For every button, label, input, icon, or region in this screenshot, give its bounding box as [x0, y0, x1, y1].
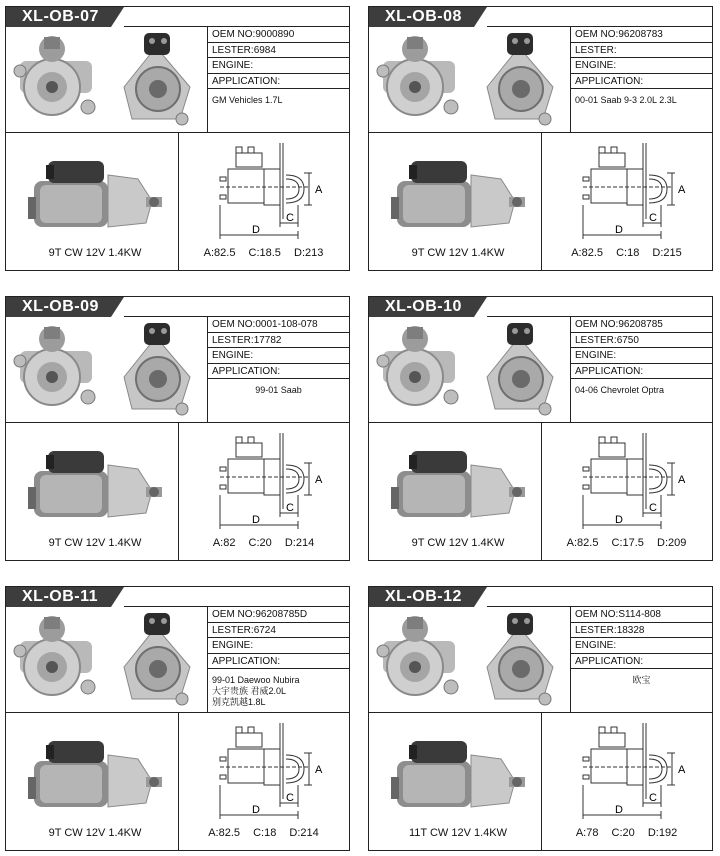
- electrical-spec: 9T CW 12V 1.4KW: [411, 247, 505, 259]
- application-value: 99-01 Daewoo Nubira 大宇贵族 君威2.0L 别克凯越1.8L: [212, 675, 300, 707]
- product-code: XL-OB-09: [22, 298, 99, 315]
- dimension-a-label: A: [315, 764, 323, 776]
- dimension-a-label: A: [315, 184, 323, 196]
- application-value: 00-01 Saab 9-3 2.0L 2.3L: [575, 95, 677, 105]
- engine-row: ENGINE:: [208, 58, 349, 74]
- starter-side-photo: [20, 139, 170, 239]
- product-code: XL-OB-08: [385, 8, 462, 25]
- dim-c: C:17.5: [611, 537, 644, 549]
- dimension-c-label: C: [286, 212, 294, 224]
- engine-row: ENGINE:: [571, 348, 712, 364]
- application-value: 99-01 Saab: [255, 385, 302, 395]
- dimension-a-label: A: [678, 184, 686, 196]
- electrical-spec: 9T CW 12V 1.4KW: [48, 537, 142, 549]
- application-value: 欧宝: [632, 675, 651, 685]
- dimension-c-label: C: [286, 792, 294, 804]
- dimension-values: [178, 247, 349, 259]
- oem-row: OEM NO:96208785D: [208, 607, 349, 623]
- starter-side-photo: [20, 429, 170, 529]
- engine-row: ENGINE:: [208, 638, 349, 654]
- starter-side-photo: [383, 429, 533, 529]
- engine-row: ENGINE:: [571, 58, 712, 74]
- dimension-d-label: D: [252, 224, 260, 236]
- oem-row: OEM NO:9000890: [208, 27, 349, 43]
- dimension-a-label: A: [678, 474, 686, 486]
- dim-d: D:209: [657, 537, 687, 549]
- oem-row: OEM NO:96208783: [571, 27, 712, 43]
- application-value: GM Vehicles 1.7L: [212, 95, 283, 105]
- dim-d: D:213: [294, 247, 324, 259]
- dimension-d-label: D: [615, 514, 623, 526]
- product-code: XL-OB-11: [22, 588, 99, 605]
- oem-row: OEM NO:S114-808: [571, 607, 712, 623]
- product-card: [368, 296, 713, 561]
- dim-a: A:78: [575, 827, 599, 839]
- card-header: [6, 297, 349, 317]
- dim-a: A:82.5: [203, 247, 236, 259]
- card-header: [6, 7, 349, 27]
- starter-rear-photo: [106, 27, 207, 132]
- dimension-c-label: C: [286, 502, 294, 514]
- dimension-c-label: C: [649, 502, 657, 514]
- spec-table: [570, 607, 712, 712]
- application-row: APPLICATION:: [571, 654, 712, 670]
- electrical-spec: 9T CW 12V 1.4KW: [411, 537, 505, 549]
- dimension-values: [541, 827, 712, 839]
- dimension-diagram: [569, 139, 709, 247]
- application-value: 04-06 Chevrolet Optra: [575, 385, 665, 395]
- dimension-c-label: C: [649, 212, 657, 224]
- starter-front-photo: [369, 27, 469, 132]
- lester-row: LESTER:6724: [208, 623, 349, 639]
- starter-rear-photo: [469, 607, 570, 712]
- dimension-diagram: [569, 429, 709, 537]
- application-row: APPLICATION:: [571, 74, 712, 90]
- product-card: [5, 296, 350, 561]
- starter-side-photo: [383, 719, 533, 819]
- application-row: APPLICATION:: [208, 364, 349, 380]
- electrical-spec: 9T CW 12V 1.4KW: [48, 247, 142, 259]
- spec-table: [207, 317, 349, 422]
- starter-front-photo: [6, 27, 106, 132]
- oem-row: OEM NO:96208785: [571, 317, 712, 333]
- starter-rear-photo: [469, 317, 570, 422]
- dim-a: A:82.5: [571, 247, 604, 259]
- spec-table: [570, 317, 712, 422]
- dim-c: C:20: [611, 827, 635, 839]
- product-card: [368, 586, 713, 851]
- dim-a: A:82.5: [208, 827, 241, 839]
- spec-table: [570, 27, 712, 132]
- card-header: [369, 587, 712, 607]
- dimension-values: [541, 247, 712, 259]
- oem-row: OEM NO:0001-108-078: [208, 317, 349, 333]
- product-card: [368, 6, 713, 271]
- dimension-d-label: D: [615, 224, 623, 236]
- starter-front-photo: [369, 317, 469, 422]
- dimension-diagram: [569, 719, 709, 827]
- dimension-diagram: [206, 719, 346, 827]
- application-row: APPLICATION:: [208, 74, 349, 90]
- dim-d: D:215: [652, 247, 682, 259]
- lester-row: LESTER:6750: [571, 333, 712, 349]
- dimension-values: [541, 537, 712, 549]
- dim-c: C:18.5: [248, 247, 281, 259]
- dim-d: D:214: [289, 827, 319, 839]
- dimension-diagram: [206, 139, 346, 247]
- engine-row: ENGINE:: [571, 638, 712, 654]
- card-header: [369, 297, 712, 317]
- starter-rear-photo: [106, 317, 207, 422]
- spec-table: [207, 607, 349, 712]
- starter-front-photo: [6, 317, 106, 422]
- dimension-d-label: D: [615, 804, 623, 816]
- dimension-values: [178, 537, 349, 549]
- dim-d: D:192: [647, 827, 678, 839]
- starter-front-photo: [369, 607, 469, 712]
- spec-table: [207, 27, 349, 132]
- dimension-d-label: D: [252, 804, 260, 816]
- starter-side-photo: [20, 719, 170, 819]
- card-header: [6, 587, 349, 607]
- electrical-spec: 9T CW 12V 1.4KW: [48, 827, 142, 839]
- product-code: XL-OB-10: [385, 298, 462, 315]
- application-row: APPLICATION:: [208, 654, 349, 670]
- dim-c: C:20: [248, 537, 272, 549]
- starter-rear-photo: [469, 27, 570, 132]
- application-row: APPLICATION:: [571, 364, 712, 380]
- lester-row: LESTER:6984: [208, 43, 349, 59]
- dim-d: D:214: [284, 537, 315, 549]
- dim-c: C:18: [616, 247, 640, 259]
- lester-row: LESTER:: [571, 43, 712, 59]
- dimension-a-label: A: [315, 474, 323, 486]
- lester-row: LESTER:17782: [208, 333, 349, 349]
- dimension-diagram: [206, 429, 346, 537]
- starter-front-photo: [6, 607, 106, 712]
- starter-side-photo: [383, 139, 533, 239]
- product-card: [5, 586, 350, 851]
- dim-a: A:82.5: [566, 537, 599, 549]
- starter-rear-photo: [106, 607, 207, 712]
- dimension-d-label: D: [252, 514, 260, 526]
- card-header: [369, 7, 712, 27]
- dimension-a-label: A: [678, 764, 686, 776]
- dimension-values: [178, 827, 349, 839]
- product-card: [5, 6, 350, 271]
- product-code: XL-OB-07: [22, 8, 99, 25]
- product-code: XL-OB-12: [385, 588, 462, 605]
- engine-row: ENGINE:: [208, 348, 349, 364]
- electrical-spec: 11T CW 12V 1.4KW: [408, 827, 508, 839]
- lester-row: LESTER:18328: [571, 623, 712, 639]
- dim-a: A:82: [212, 537, 236, 549]
- dim-c: C:18: [253, 827, 277, 839]
- dimension-c-label: C: [649, 792, 657, 804]
